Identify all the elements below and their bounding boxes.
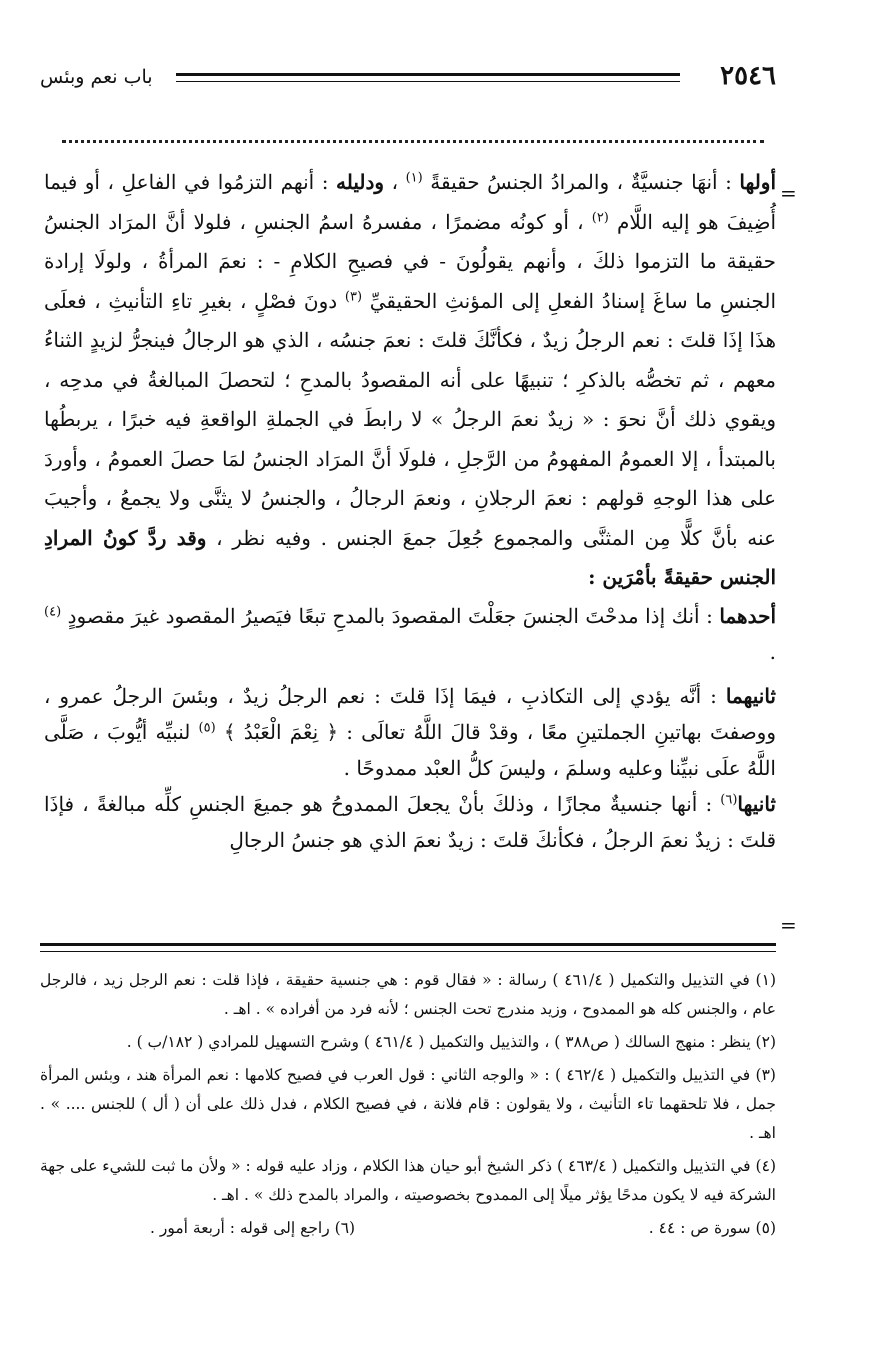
text-run: لنبيِّه أيُّوبَ ، صَلَّى اللَّهُ علَى نبيِّنا وعليه وسلمَ ، وليسَ كلُّ العبْد ممدوحًا . (44, 719, 776, 780)
page-number: ٢٥٤٦ (720, 61, 776, 91)
text-run: ، أو كونُه مضمرًا ، مفسرهُ اسمُ الجنسِ ، فلولا أنَّ المرَاد الجنسُ حقيقة ما التزموا ذلكَ ، وأنهم يقولُونَ - في فصيحِ الكلامِ - : نعمَ المرأةُ ، ولولَا إرادة الجنسِ ما ساغَ إسنادُ الفعلِ إلى المؤنثِ الحقيقيِّ (44, 209, 776, 313)
continuation-mark-bottom: = (780, 913, 797, 937)
footnote-ref: (١) (405, 170, 423, 186)
footnote-ref: (٢) (591, 209, 609, 225)
paragraph-second-view (44, 786, 776, 858)
text-run: دونَ فصْلٍ ، بغيرِ تاءِ التأنيثِ ، فعلَى هذَا إذَا قلتَ : نعم الرجلُ زيدٌ ، فكأنَّكَ قلتَ : نعمَ جنسُه ، الذي هو الرجالُ فينجرُّ لزيدٍ الثناءُ معهم ، ثم تخصُّه بالذكرِ ؛ تنبيهًا على أنه المقصودُ بالمدحِ ؛ لتحصلَ المبالغةُ في مدحِه ، ويقوي ذلك أنَّ نحوَ : « زيدٌ نعمَ الرجلُ » لا رابطَ في الجملةِ الواقعةِ فيه خبرًا ، يربطُها بالمبتدأ ، إلا العمومُ المفهومُ من الرَّجلِ ، فلولَا أنَّ المرَاد الجنسُ لمَا حصلَ العمومُ ، وأوردَ على هذا الوجهِ قولهم : نعمَ الرجلانِ ، ونعمَ الرجالُ ، والجنسُ لا يثنَّى ولا يجمعُ ، وأجيبَ عنه بأنَّ كلًّا مِن المثنَّى والمجموع جُعِلَ جمعَ الجنس . وفيه نظر ، (44, 288, 776, 550)
section-lead: ثانيهما (725, 683, 776, 708)
section-lead: أولها (739, 170, 776, 194)
text-run: : أنهم التزمُوا في الفاعلِ ، أو فيما أُضِيفَ هو إليه اللَّام (44, 170, 776, 234)
footnote-ref: (٣) (344, 288, 363, 304)
footnotes (40, 966, 776, 1247)
section-lead: أحدهما (719, 603, 776, 628)
paragraph-objection-one (44, 598, 776, 670)
text-run: : أنك إذا مدحْتَ الجنسَ جعَلْتَ المقصودَ بالمدحِ تبعًا فيَصيرُ المقصود غيرَ مقصودٍ (61, 603, 720, 628)
footnote-ref: (٦) (720, 791, 738, 807)
paragraph-first-view (44, 163, 776, 598)
footnote-4: (٤) في التذييل والتكميل ( ٤٦٣/٤ ) ذكر الشيخ أبو حيان هذا الكلام ، وزاد عليه قوله : « ولأن ما ثبت للشيء على جهة الشركة فيه لا يكون مدحًا يؤثر ميلًا إلى الممدوح بخصوصيته ، والمراد بالمدح ذلك » . اهـ . (40, 1157, 776, 1204)
footnote-ref: (٥) (198, 719, 216, 735)
text-run: ، (384, 170, 406, 194)
footnote-separator-thin (40, 951, 776, 952)
footnote-ref: (٤) (44, 603, 62, 619)
footnote-row-last (40, 1214, 776, 1243)
footnote-3: (٣) في التذييل والتكميل ( ٤٦٢/٤ ) : « والوجه الثاني : قول العرب في فصيح كلامها : نعم المرأة هند ، وبئس المرأة جمل ، فلا تلحقهما تاء التأنيث ، ولا يقولون : قام فلانة ، في فصيح الكلام ، فدل ذلك على أن ( أل ) للجنس .... » . اهـ . (40, 1066, 776, 1142)
text-run: : أنَّه يؤدي إلى التكاذبِ ، فيمَا إذَا قلتَ : نعم الرجلُ زيدٌ ، وبئسَ الرجلُ عمرو ، ووصفتَ بهاتينِ الجملتينِ معًا ، وقدْ قالَ اللَّهُ تعالَى : ﴿ نِعْمَ الْعَبْدُ ﴾ (44, 683, 776, 744)
running-header (40, 60, 776, 100)
bold-run: وقد ردَّ كونُ المرادِ الجنس حقيقةً بأمْرَين : (44, 525, 776, 589)
bold-run: ودليله (336, 170, 385, 194)
footnote-separator (40, 943, 776, 946)
footnote-1: (١) في التذييل والتكميل ( ٤٦١/٤ ) رسالة : « فقال قوم : هي جنسية حقيقة ، فإذا قلت : نعم الرجل زيد ، فالرجل عام ، والجنس كله هو الممدوح ، وزيد مندرج تحت الجنس ؛ لأنه فرد من أفراده » . اهـ . (40, 971, 776, 1018)
paragraph-objection-two (44, 678, 776, 786)
footnote-5: (٥) سورة ص : ٤٤ . (648, 1219, 776, 1237)
footnote-6: (٦) راجع إلى قوله : أربعة أمور . (150, 1219, 356, 1237)
header-rule-thin (176, 81, 680, 82)
text-run: . (769, 639, 776, 664)
text-run: : أنها جنسيةٌ مجازًا ، وذلكَ بأنْ يجعلَ الممدوحُ هو جميعَ الجنسِ كلِّه مبالغةً ، فإذَا قلتَ : زيدٌ نعمَ الرجلُ ، فكأنكَ قلتَ : زيدٌ نعمَ الذي هو جنسُ الرجالِ (44, 791, 776, 852)
main-text (44, 163, 776, 858)
section-lead: ثانيها (737, 791, 776, 816)
chapter-title: باب نعم وبئس (40, 66, 153, 88)
header-rule (176, 73, 680, 76)
text-run: : أنهَا جنسيَّةٌ ، والمرادُ الجنسُ حقيقةً (422, 170, 740, 194)
continuation-mark-top: = (780, 181, 797, 205)
dotted-divider (62, 140, 764, 143)
footnote-2: (٢) ينظر : منهج السالك ( ص٣٨٨ ) ، والتذييل والتكميل ( ٤٦١/٤ ) وشرح التسهيل للمرادي ( ١٨٢/ب ) . (126, 1033, 776, 1051)
